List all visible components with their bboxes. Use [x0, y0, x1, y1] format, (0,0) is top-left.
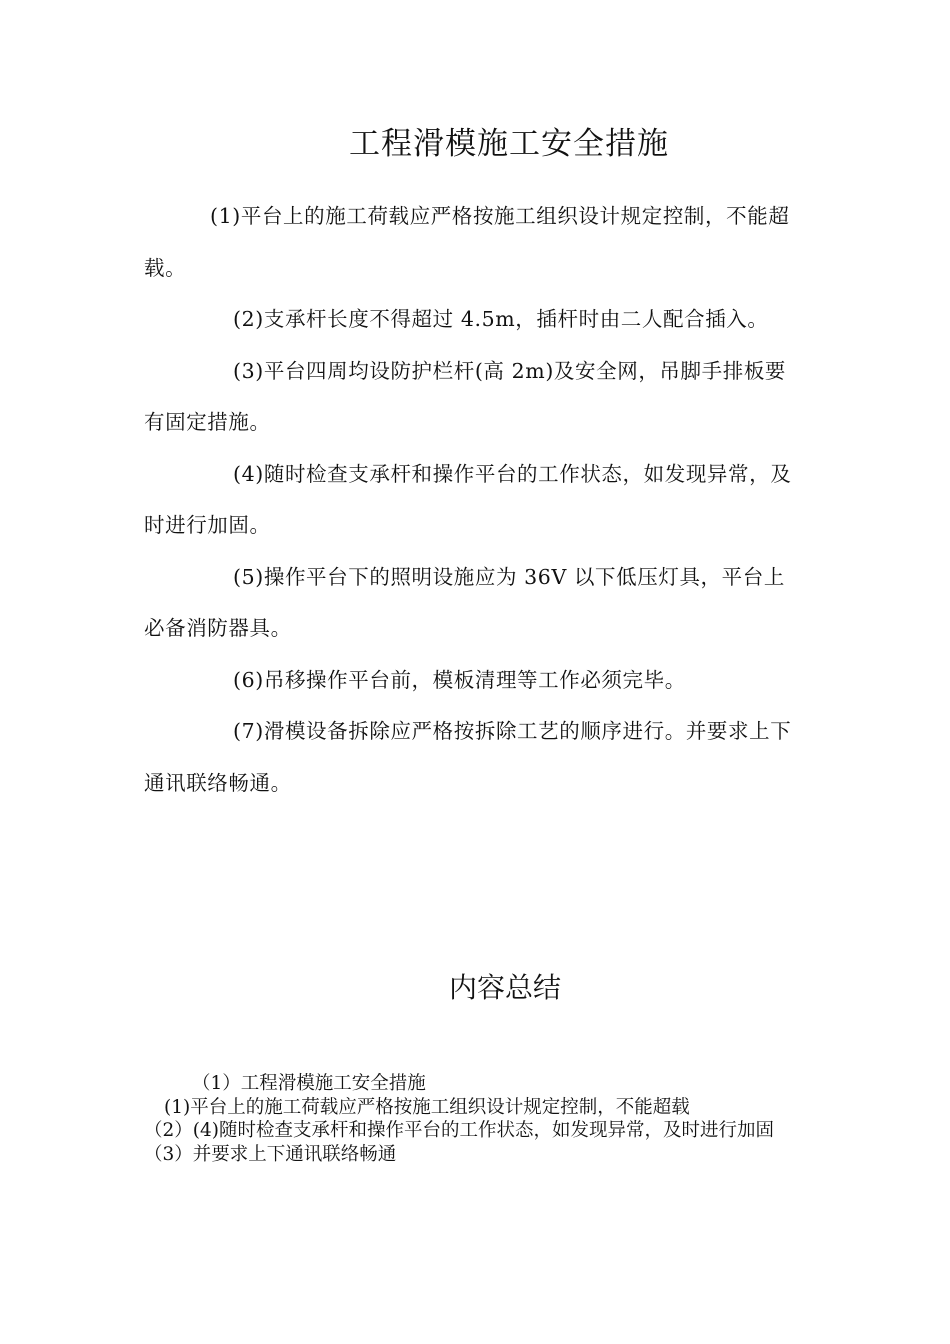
document-title: 工程滑模施工安全措施 — [349, 126, 669, 162]
summary-line: (1)平台上的施工荷载应严格按施工组织设计规定控制，不能超载 — [164, 1096, 690, 1118]
document-body — [144, 191, 804, 809]
summary-title: 内容总结 — [448, 971, 561, 1004]
summary-line: （3）并要求上下通讯联络畅通 — [144, 1143, 397, 1165]
summary-line: （1）工程滑模施工安全措施 — [192, 1073, 426, 1094]
paragraph: (3)平台四周均设防护栏杆(高 2m)及安全网，吊脚手排板要有固定措施。 — [144, 358, 787, 434]
paragraph: (1)平台上的施工荷载应严格按施工组织设计规定控制，不能超载。 — [144, 204, 790, 280]
paragraph: (4)随时检查支承杆和操作平台的工作状态，如发现异常，及时进行加固。 — [144, 461, 792, 537]
paragraph: (7)滑模设备拆除应严格按拆除工艺的顺序进行。并要求上下通讯联络畅通。 — [144, 719, 792, 795]
paragraph: (6)吊移操作平台前，模板清理等工作必须完毕。 — [233, 667, 686, 692]
paragraph: (5)操作平台下的照明设施应为 36V 以下低压灯具，平台上必备消防器具。 — [144, 564, 785, 640]
summary-list — [144, 1072, 810, 1166]
summary-line: （2）(4)随时检查支承杆和操作平台的工作状态，如发现异常，及时进行加固 — [144, 1120, 774, 1141]
paragraph: (2)支承杆长度不得超过 4.5m，插杆时由二人配合插入。 — [233, 307, 769, 331]
